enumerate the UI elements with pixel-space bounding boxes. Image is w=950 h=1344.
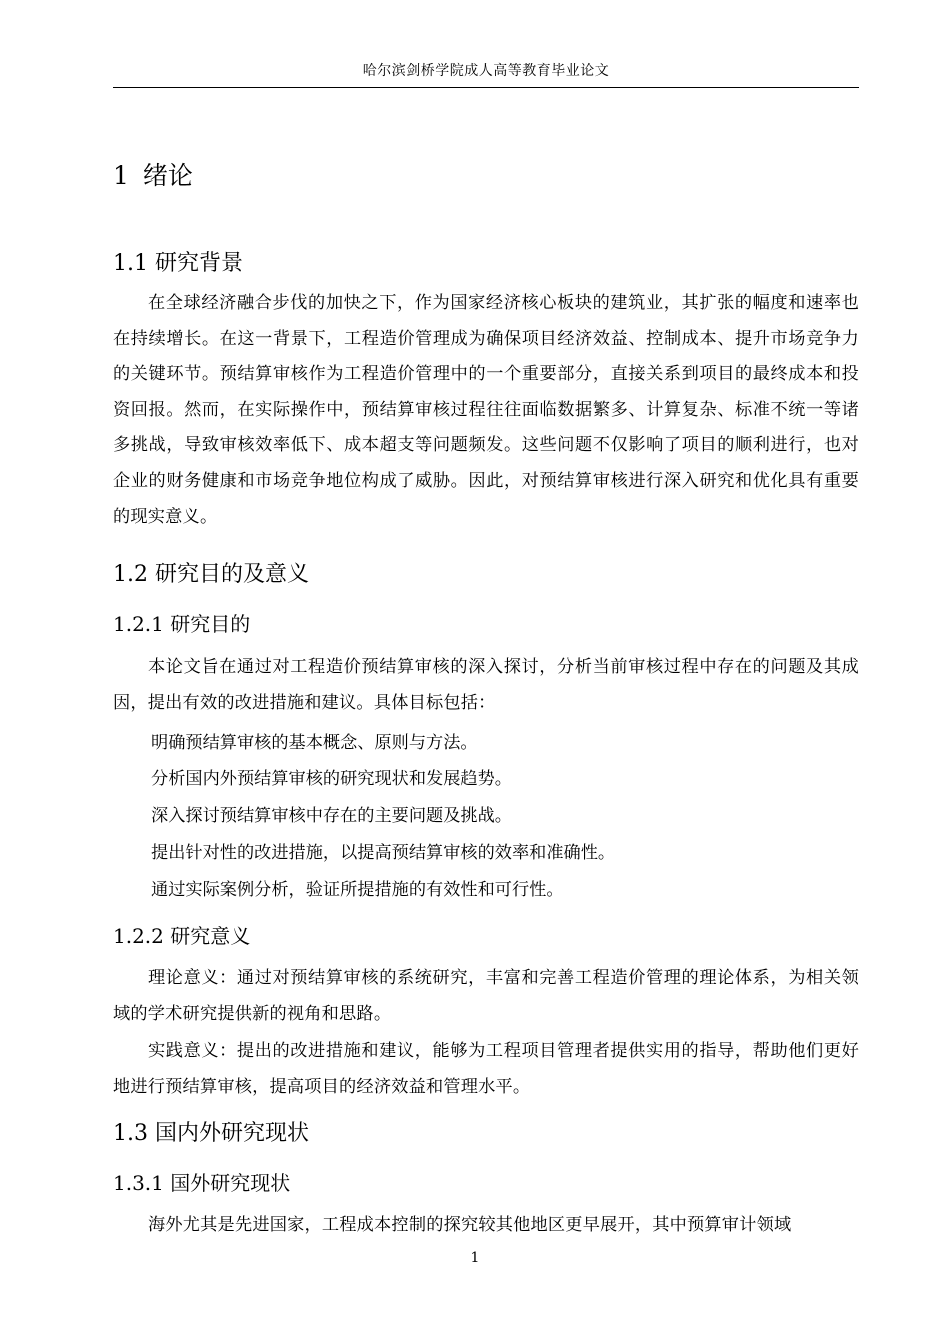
- section-number: 1.3: [113, 1121, 148, 1146]
- background-paragraph: 在全球经济融合步伐的加快之下，作为国家经济核心板块的建筑业，其扩张的幅度和速率也在持续增长。在这一背景下，工程造价管理成为确保项目经济效益、控制成本、提升市场竞争力的关键环节。预结算审核作为工程造价管理中的一个重要部分，直接关系到项目的最终成本和投资回报。然而，在实际操作中，预结算审核过程往往面临数据繁多、计算复杂、标准不统一等诸多挑战，导致审核效率低下、成本超支等问题频发。这些问题不仅影响了项目的顺利进行，也对企业的财务健康和市场竞争地位构成了威胁。因此，对预结算审核进行深入研究和优化具有重要的现实意义。: [113, 293, 859, 527]
- subsection-number: 1.2.1: [113, 612, 164, 636]
- objective-item: 深入探讨预结算审核中存在的主要问题及挑战。: [151, 806, 512, 826]
- chapter-title: 绪论: [142, 161, 193, 190]
- significance-theory-paragraph: 理论意义：通过对预结算审核的系统研究，丰富和完善工程造价管理的理论体系，为相关领域的学术研究提供新的视角和思路。: [113, 968, 859, 1024]
- section-title: 研究背景: [155, 251, 244, 276]
- subsection-number: 1.2.2: [113, 924, 164, 948]
- subsection-number: 1.3.1: [113, 1171, 164, 1195]
- page-number: 1: [470, 1250, 480, 1266]
- objective-item: 提出针对性的改进措施，以提高预结算审核的效率和准确性。: [151, 843, 616, 863]
- subsection-heading-1-3-1: [113, 1170, 290, 1196]
- subsection-title: 研究目的: [170, 612, 251, 636]
- section-title: 研究目的及意义: [155, 562, 310, 587]
- objective-item: 分析国内外预结算审核的研究现状和发展趋势。: [151, 769, 512, 789]
- section-title: 国内外研究现状: [155, 1121, 310, 1146]
- chapter-number: 1: [113, 161, 129, 190]
- section-number: 1.2: [113, 562, 148, 587]
- section-heading-1-1: [113, 250, 243, 278]
- subsection-title: 国外研究现状: [170, 1171, 291, 1195]
- overseas-research-paragraph: 海外尤其是先进国家，工程成本控制的探究较其他地区更早展开，其中预算审计领域: [148, 1215, 792, 1235]
- chapter-heading: [113, 160, 193, 192]
- header-divider: [113, 87, 859, 88]
- subsection-title: 研究意义: [170, 924, 251, 948]
- section-heading-1-2: [113, 561, 309, 589]
- subsection-heading-1-2-1: [113, 611, 250, 637]
- section-number: 1.1: [113, 251, 148, 276]
- section-heading-1-3: [113, 1120, 309, 1148]
- objective-paragraph: 本论文旨在通过对工程造价预结算审核的深入探讨，分析当前审核过程中存在的问题及其成因，提出有效的改进措施和建议。具体目标包括：: [113, 657, 859, 713]
- objective-item: 明确预结算审核的基本概念、原则与方法。: [151, 733, 478, 753]
- subsection-heading-1-2-2: [113, 923, 250, 949]
- running-header: 哈尔滨剑桥学院成人高等教育毕业论文: [362, 63, 610, 79]
- significance-practice-paragraph: 实践意义：提出的改进措施和建议，能够为工程项目管理者提供实用的指导，帮助他们更好地进行预结算审核，提高项目的经济效益和管理水平。: [113, 1041, 859, 1097]
- objective-item: 通过实际案例分析，验证所提措施的有效性和可行性。: [151, 880, 564, 900]
